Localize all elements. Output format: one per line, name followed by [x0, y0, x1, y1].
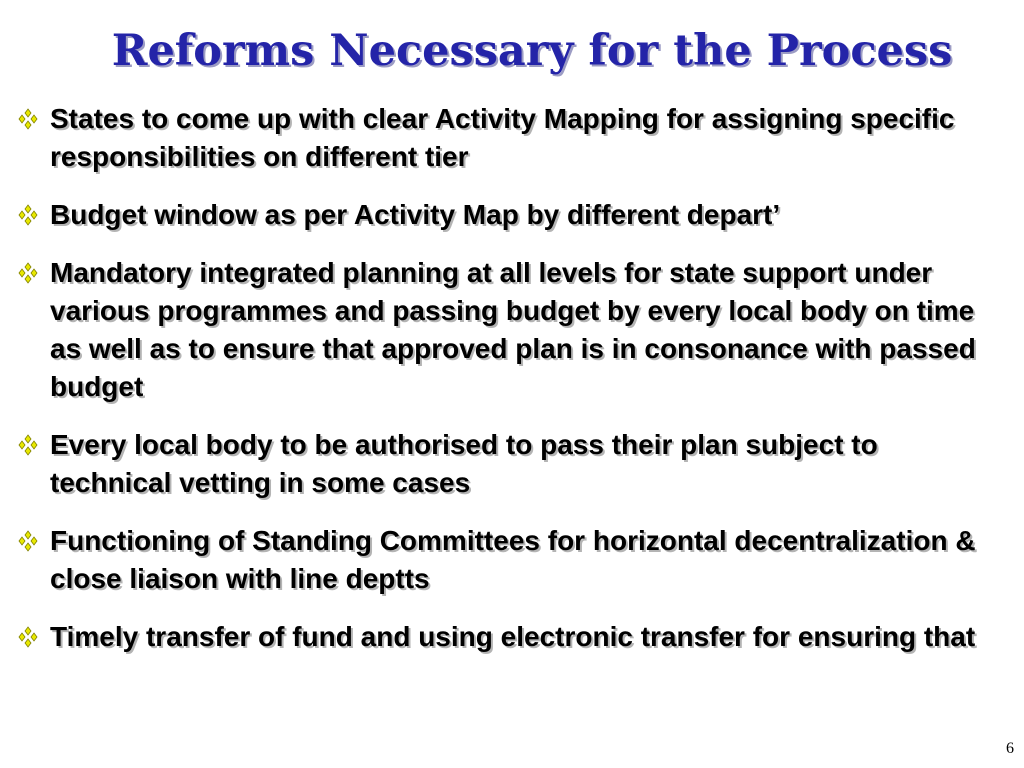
bullet-item	[14, 254, 1004, 406]
four-diamond-bullet-icon	[16, 434, 40, 456]
four-diamond-bullet-icon	[16, 530, 40, 552]
four-diamond-bullet-icon	[16, 626, 40, 648]
bullet-text: Every local body to be authorised to pass their plan subject to technical vetting in some cases	[50, 429, 878, 498]
bullet-item	[14, 522, 1004, 598]
bullet-text: Budget window as per Activity Map by different depart’	[50, 199, 781, 230]
bullet-text: Mandatory integrated planning at all levels for state support under various programmes and passing budget by every local body on time as well as to ensure that approved plan is in consonance with passed budget	[50, 257, 976, 402]
four-diamond-bullet-icon	[16, 262, 40, 284]
bullet-text: Timely transfer of fund and using electronic transfer for ensuring that	[50, 621, 976, 652]
four-diamond-bullet-icon	[16, 204, 40, 226]
four-diamond-bullet-icon	[16, 108, 40, 130]
bullet-list	[14, 100, 1004, 676]
bullet-item	[14, 100, 1004, 176]
bullet-item	[14, 618, 1004, 656]
bullet-item	[14, 196, 1004, 234]
bullet-text: States to come up with clear Activity Mapping for assigning specific responsibilities on different tier	[50, 103, 955, 172]
bullet-text: Functioning of Standing Committees for horizontal decentralization & close liaison with line deptts	[50, 525, 976, 594]
slide-title: Reforms Necessary for the Process	[111, 26, 953, 76]
bullet-item	[14, 426, 1004, 502]
page-number: 6	[1006, 740, 1014, 757]
